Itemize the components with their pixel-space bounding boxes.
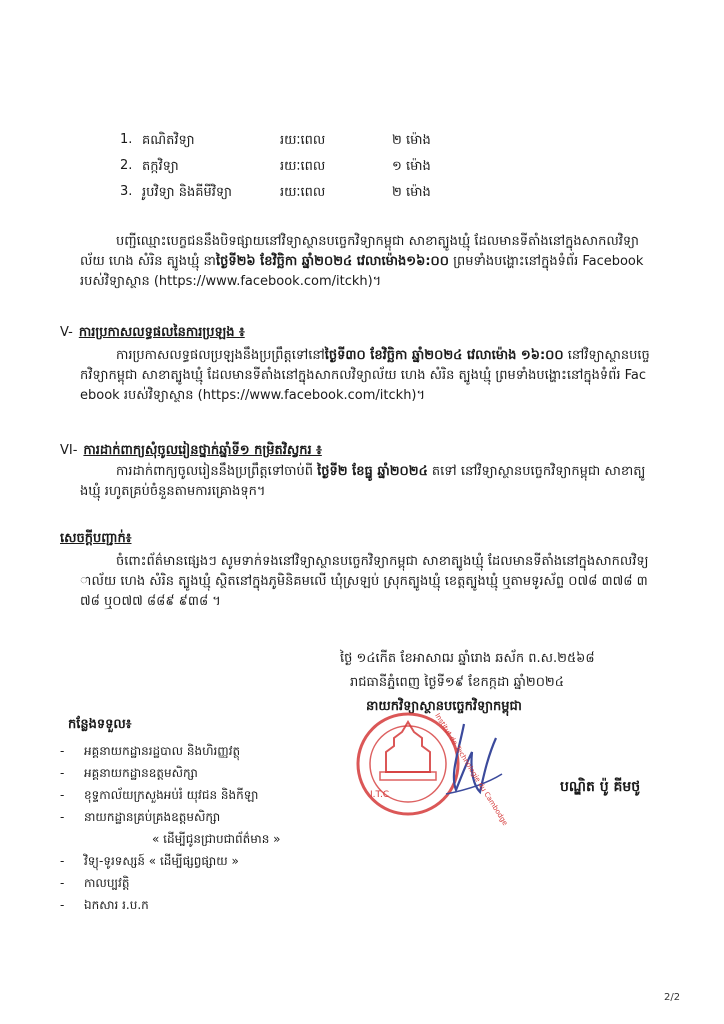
inform-note: « ដើម្បីជូនជ្រាបជាព័ត៌មាន »: [152, 832, 281, 846]
director-title: នាយកវិទ្យាស្ថានបច្ចេកវិទ្យាកម្ពុជា: [366, 699, 522, 714]
paragraph-text: ការដាក់ពាក្យចូលរៀននឹងប្រព្រឹត្តទៅចាប់ពី: [116, 464, 318, 479]
list-item: - ខុទ្ទកាល័យក្រសួងអប់រំ យុវជន និងកីឡា: [60, 784, 340, 806]
duration-label: រយៈពេល: [280, 185, 326, 200]
recipient-name: អគ្គនាយកដ្ឋានឧត្តមសិក្សា: [84, 766, 198, 780]
enrollment-paragraph: [80, 462, 650, 502]
duration-label: រយៈពេល: [280, 133, 326, 148]
results-date: ថ្ងៃទី៣០ ខែវិច្ឆិកា ឆ្នាំ២០២៤ វេលាម៉ោង ១៦:០០: [324, 348, 564, 363]
subject-duration: ២ ម៉ោង: [392, 185, 431, 200]
paragraph-text: តទៅ នៅវិទ្យាស្ថានបច្ចេកវិទ្យាកម្ពុជា សាខាត្បូងឃ្មុំ រហូតគ្រប់ចំនួនតាមការគ្រោងទុក។: [80, 464, 646, 499]
list-item: - អគ្គនាយកដ្ឋានរដ្ឋបាល និងហិរញ្ញវត្ថុ: [60, 740, 340, 762]
recipient-name: នាយកដ្ឋានគ្រប់គ្រងឧត្តមសិក្សា: [84, 810, 221, 824]
recipient-name: អគ្គនាយកដ្ឋានរដ្ឋបាល និងហិរញ្ញវត្ថុ: [84, 744, 241, 758]
results-paragraph: [80, 346, 650, 406]
section-title: ការដាក់ពាក្យសុំចូលរៀនថ្នាក់ឆ្នាំទី១ កម្រិតវិស្វករ ៖: [83, 443, 322, 458]
subject-number: 3.: [120, 184, 133, 199]
subject-row: [120, 158, 480, 180]
subject-row: [120, 184, 480, 206]
subject-duration: ២ ម៉ោង: [392, 133, 431, 148]
recipient-name: ខុទ្ទកាល័យក្រសួងអប់រំ យុវជន និងកីឡា: [84, 788, 259, 802]
section-title: ការប្រកាសលទ្ធផលនៃការប្រឡង ៖: [78, 325, 245, 340]
seal-text: Institut de Technologie du Cambodge: [433, 712, 510, 827]
paragraph-text: ព្រមទាំងបង្ហោះនៅក្នុងទំព័រ Facebook របស់វិទ្យាស្ថាន (https://www.facebook.com/itckh)។: [80, 254, 644, 289]
candidate-list-paragraph: [80, 232, 650, 292]
subject-row: [120, 132, 480, 154]
duration-label: រយៈពេល: [280, 159, 326, 174]
city-date: រាជធានីភ្នំពេញ ថ្ងៃទី១៩ ខែកក្កដា ឆ្នាំ២០២៤: [350, 675, 564, 690]
list-item: - វិទ្យុ-ទូរទស្សន៍ « ដើម្បីផ្សព្វផ្សាយ »: [60, 850, 340, 872]
section-number: VI-: [60, 443, 78, 458]
subject-name: រូបវិទ្យា និងគីមីវិទ្យា: [142, 185, 232, 200]
signer-name: បណ្ឌិត ប៉ូ គីមថូ: [560, 779, 641, 795]
recipients-title: កន្លែងទទួល៖: [68, 717, 132, 732]
announcement-date: ថ្ងៃទី២៦ ខែវិច្ឆិកា ឆ្នាំ២០២៤ វេលាម៉ោង១៦:០០: [215, 254, 449, 269]
subject-number: 2.: [120, 158, 133, 173]
subject-number: 1.: [120, 132, 133, 147]
seal-abbreviation: I.T.C: [370, 790, 390, 800]
lunar-date: ថ្ងៃ ១៤កើត ខែអាសាឍ ឆ្នាំរោង ឆស័ក ព.ស.២៥៦៨: [340, 651, 595, 666]
section-number: V-: [60, 325, 73, 340]
paragraph-text: បញ្ជីឈ្មោះបេក្ខជននឹងបិទផ្សាយនៅវិទ្យាស្ថានបច្ចេកវិទ្យាកម្ពុជា សាខាត្បូងឃ្មុំ ដែលមានទីតាំងនៅក្នុងសាកលវិទ្យាល័យ ហេង សំរិន ត្បូងឃ្មុំ នា: [80, 234, 639, 269]
section-heading-v: [60, 324, 245, 343]
list-item: - នាយកដ្ឋានគ្រប់គ្រងឧត្តមសិក្សា: [60, 806, 340, 828]
note-paragraph: ចំពោះព័ត៌មានផ្សេងៗ សូមទាក់ទងនៅវិទ្យាស្ថានបច្ចេកវិទ្យាកម្ពុជា សាខាត្បូងឃ្មុំ ដែលមានទីតាំងនៅក្នុងសាកលវិទ្យាល័យ ហេង សំរិន ត្បូងឃ្មុំ ស្ថិតនៅក្នុងភូមិនិគមលើ ឃុំស្រឡប់ ស្រុកត្បូងឃ្មុំ ខេត្តត្បូងឃ្មុំ ឬតាមទូរស័ព្ទ ០៧៨ ៣៧៨ ៣៧៨ ឬ០៧៧ ៨៨៩ ៩៣៨ ។: [80, 554, 649, 609]
recipient-name: កាលប្បវត្តិ: [84, 876, 130, 890]
recipients-list: [60, 740, 340, 916]
note-title: សេចក្តីបញ្ជាក់៖: [60, 531, 132, 546]
list-item: - កាលប្បវត្តិ: [60, 872, 340, 894]
enrollment-date: ថ្ងៃទី២ ខែធ្នូ ឆ្នាំ២០២៤: [317, 464, 428, 479]
page-number: 2/2: [664, 992, 681, 1003]
paragraph-text: ការប្រកាសលទ្ធផលប្រឡងនឹងប្រព្រឹត្តទៅនៅ: [116, 348, 325, 363]
paragraph-text: នៅវិទ្យាស្ថានបច្ចេកវិទ្យាកម្ពុជា សាខាត្បូងឃ្មុំ ដែលមានទីតាំងនៅក្នុងសាកលវិទ្យាល័យ ហេង សំរិន ត្បូងឃ្មុំ ព្រមទាំងបង្ហោះនៅក្នុងទំព័រ Facebook របស់វិទ្យាស្ថាន (https://www.facebook.com/itckh)។: [80, 348, 650, 403]
recipient-name: វិទ្យុ-ទូរទស្សន៍ « ដើម្បីផ្សព្វផ្សាយ »: [84, 854, 239, 868]
subject-name: គណិតវិទ្យា: [142, 133, 195, 148]
subject-name: តក្កវិទ្យា: [142, 159, 179, 174]
section-heading-vi: [60, 442, 322, 461]
list-item: - ឯកសារ រ.ប.ក: [60, 894, 340, 916]
recipient-name: ឯកសារ រ.ប.ក: [84, 898, 149, 912]
list-item: - អគ្គនាយកដ្ឋានឧត្តមសិក្សា: [60, 762, 340, 784]
subject-duration: ១ ម៉ោង: [392, 159, 431, 174]
